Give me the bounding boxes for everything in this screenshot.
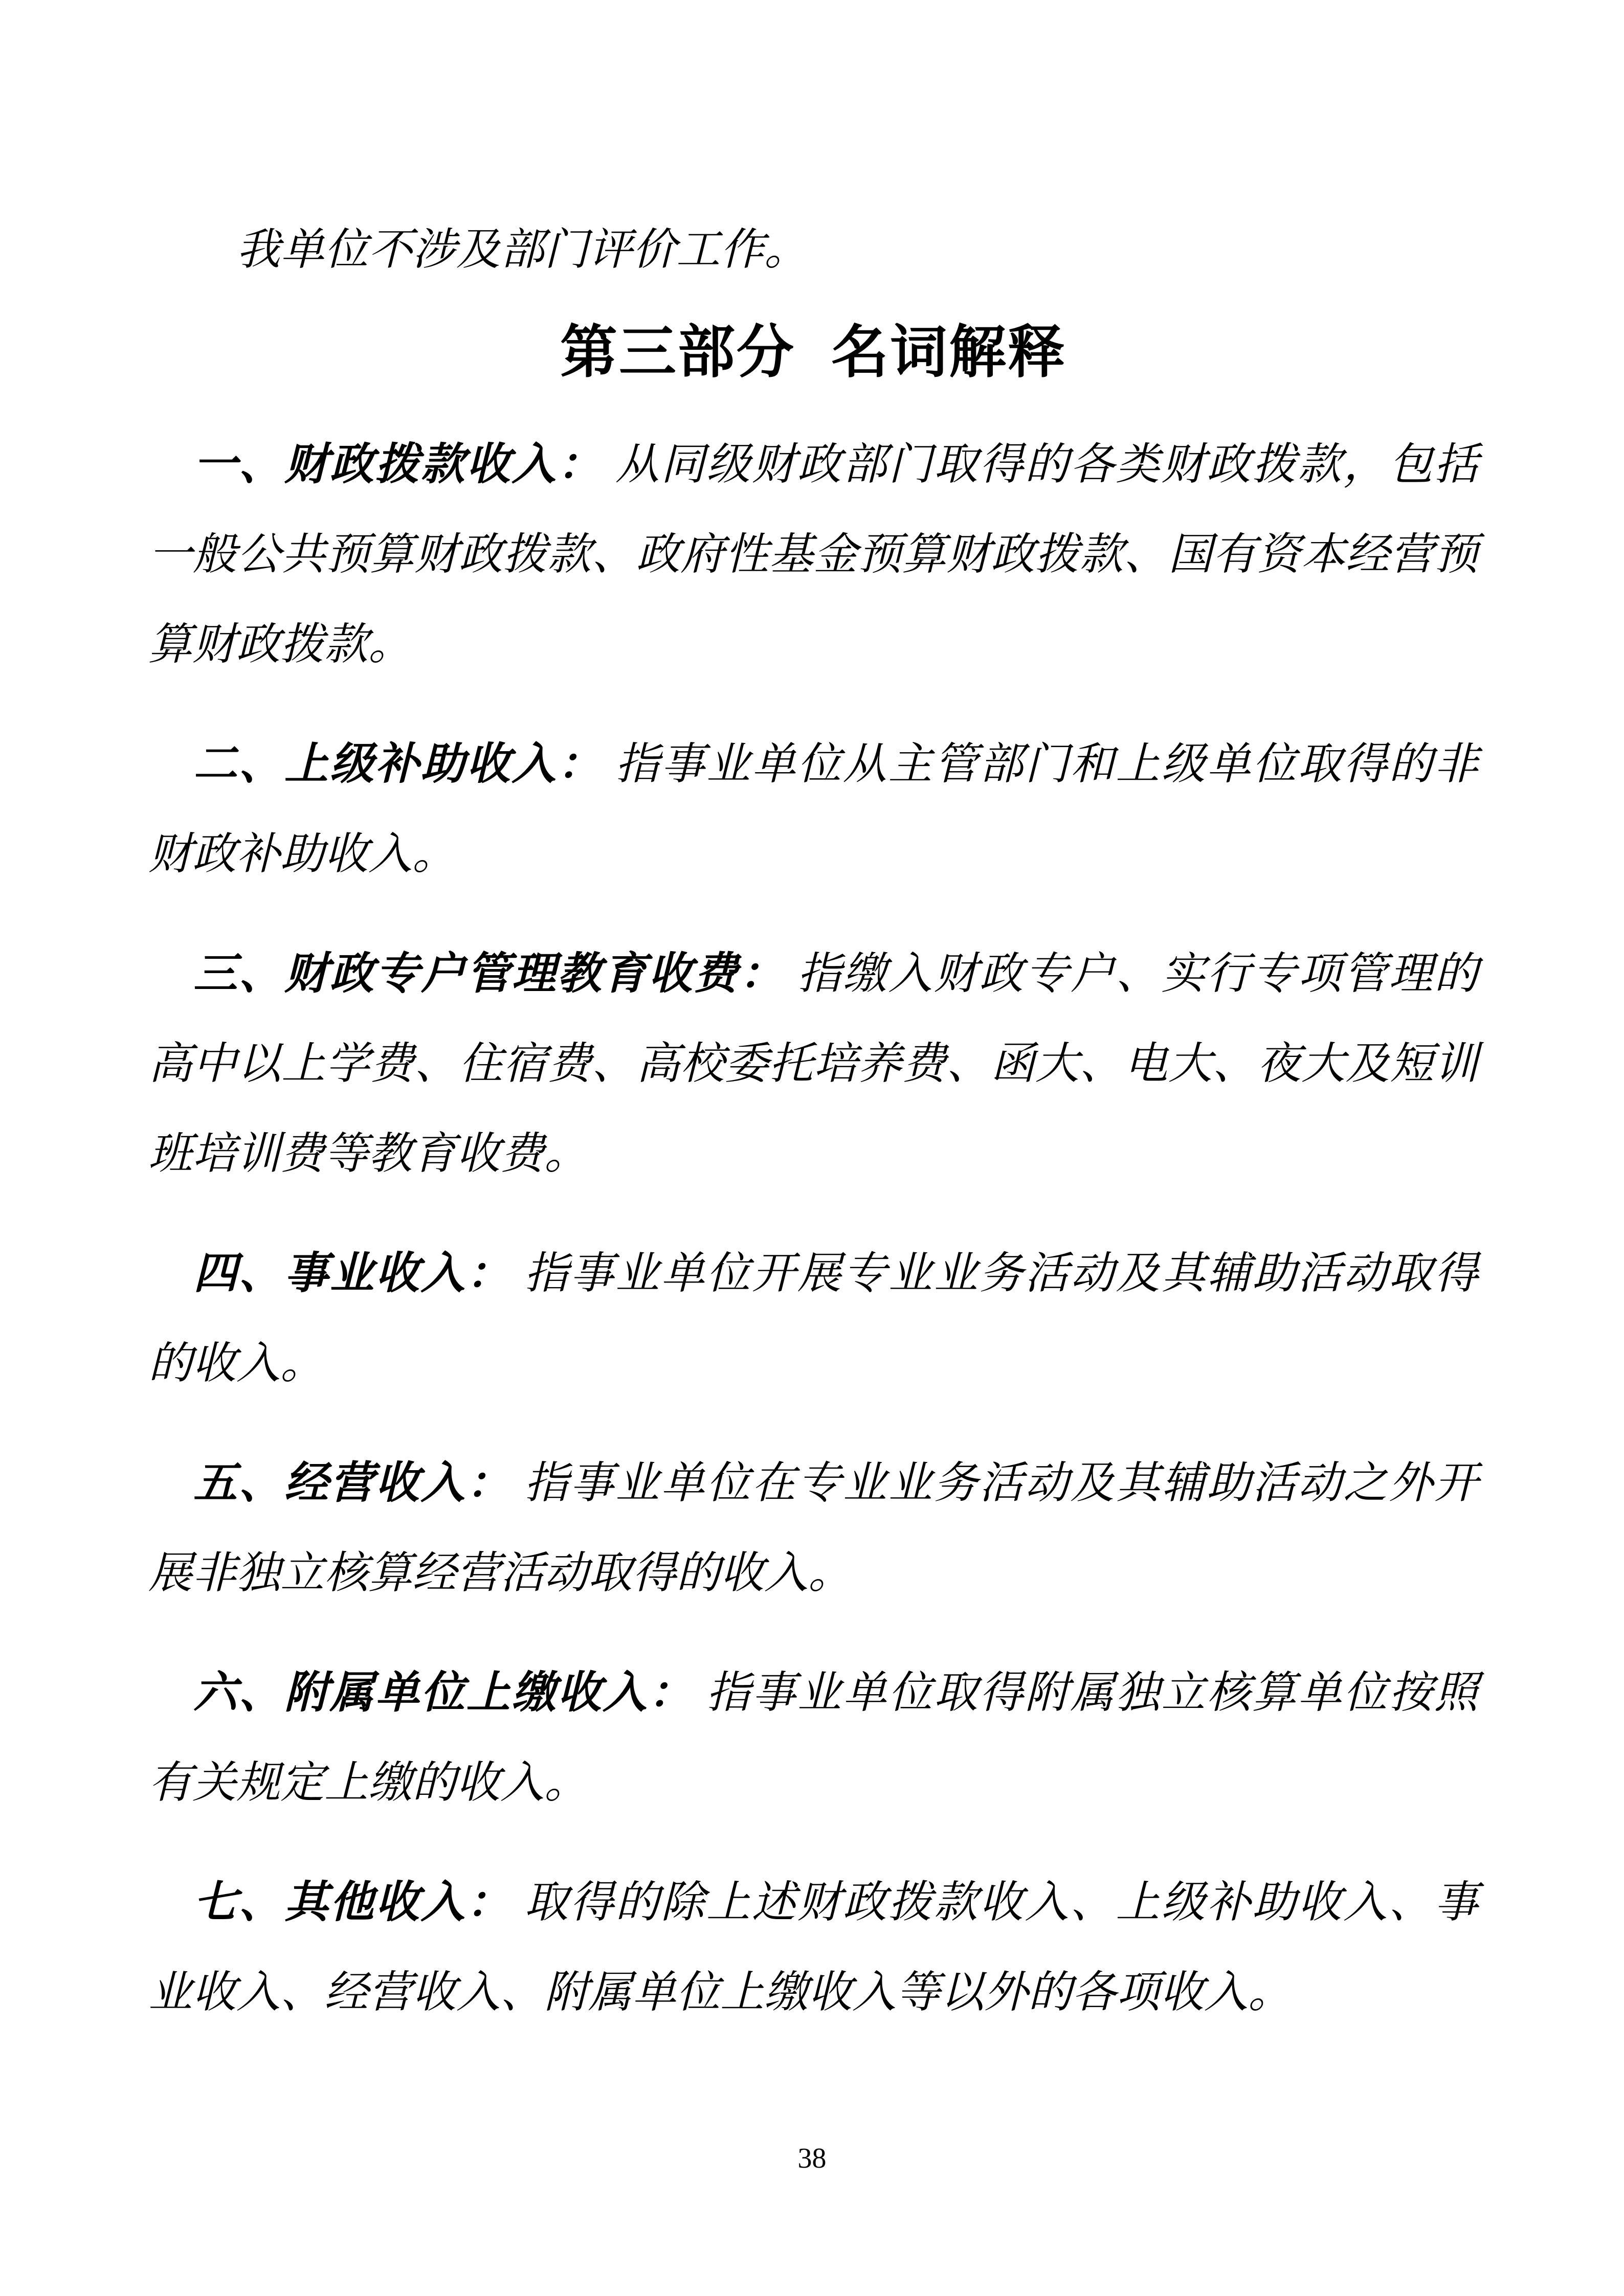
term-paragraph — [148, 1228, 1478, 1408]
term-label: 五、经营收入： — [193, 1458, 512, 1507]
term-label: 七、其他收入： — [193, 1878, 512, 1927]
term-paragraph — [148, 719, 1478, 899]
term-label: 一、财政拨款收入： — [193, 440, 603, 489]
term-label: 六、附属单位上缴收入： — [193, 1668, 694, 1717]
term-paragraph — [148, 1648, 1478, 1828]
page-number: 38 — [797, 2143, 827, 2174]
term-label: 二、上级补助收入： — [193, 739, 603, 789]
term-definition: 从同级财政部门取得的各类财政拨款，包括一般公共预算财政拨款、政府性基金预算财政拨款、国有资本经营预算财政拨款。 — [148, 440, 1479, 669]
term-paragraph — [148, 929, 1478, 1199]
term-label: 三、财政专户管理教育收费： — [193, 949, 785, 998]
term-definition: 指缴入财政专户、实行专项管理的高中以上学费、住宿费、高校委托培养费、函大、电大、夜大及短训班培训费等教育收费。 — [148, 949, 1479, 1178]
term-definition: 取得的除上述财政拨款收入、上级补助收入、事业收入、经营收入、附属单位上缴收入等以外的各项收入。 — [148, 1878, 1479, 2017]
term-definition: 指事业单位取得附属独立核算单位按照有关规定上缴的收入。 — [148, 1668, 1479, 1807]
term-label: 四、事业收入： — [193, 1249, 512, 1298]
term-definition: 指事业单位开展专业业务活动及其辅助活动取得的收入。 — [148, 1249, 1479, 1388]
term-definition: 指事业单位从主管部门和上级单位取得的非财政补助收入。 — [148, 739, 1479, 879]
term-paragraph — [148, 1438, 1478, 1618]
term-definition: 指事业单位在专业业务活动及其辅助活动之外开展非独立核算经营活动取得的收入。 — [148, 1458, 1479, 1597]
intro-paragraph: 我单位不涉及部门评价工作。 — [236, 225, 808, 274]
section-title: 第三部分 名词解释 — [560, 320, 1067, 384]
term-paragraph — [148, 419, 1478, 689]
term-paragraph — [148, 1857, 1478, 2037]
